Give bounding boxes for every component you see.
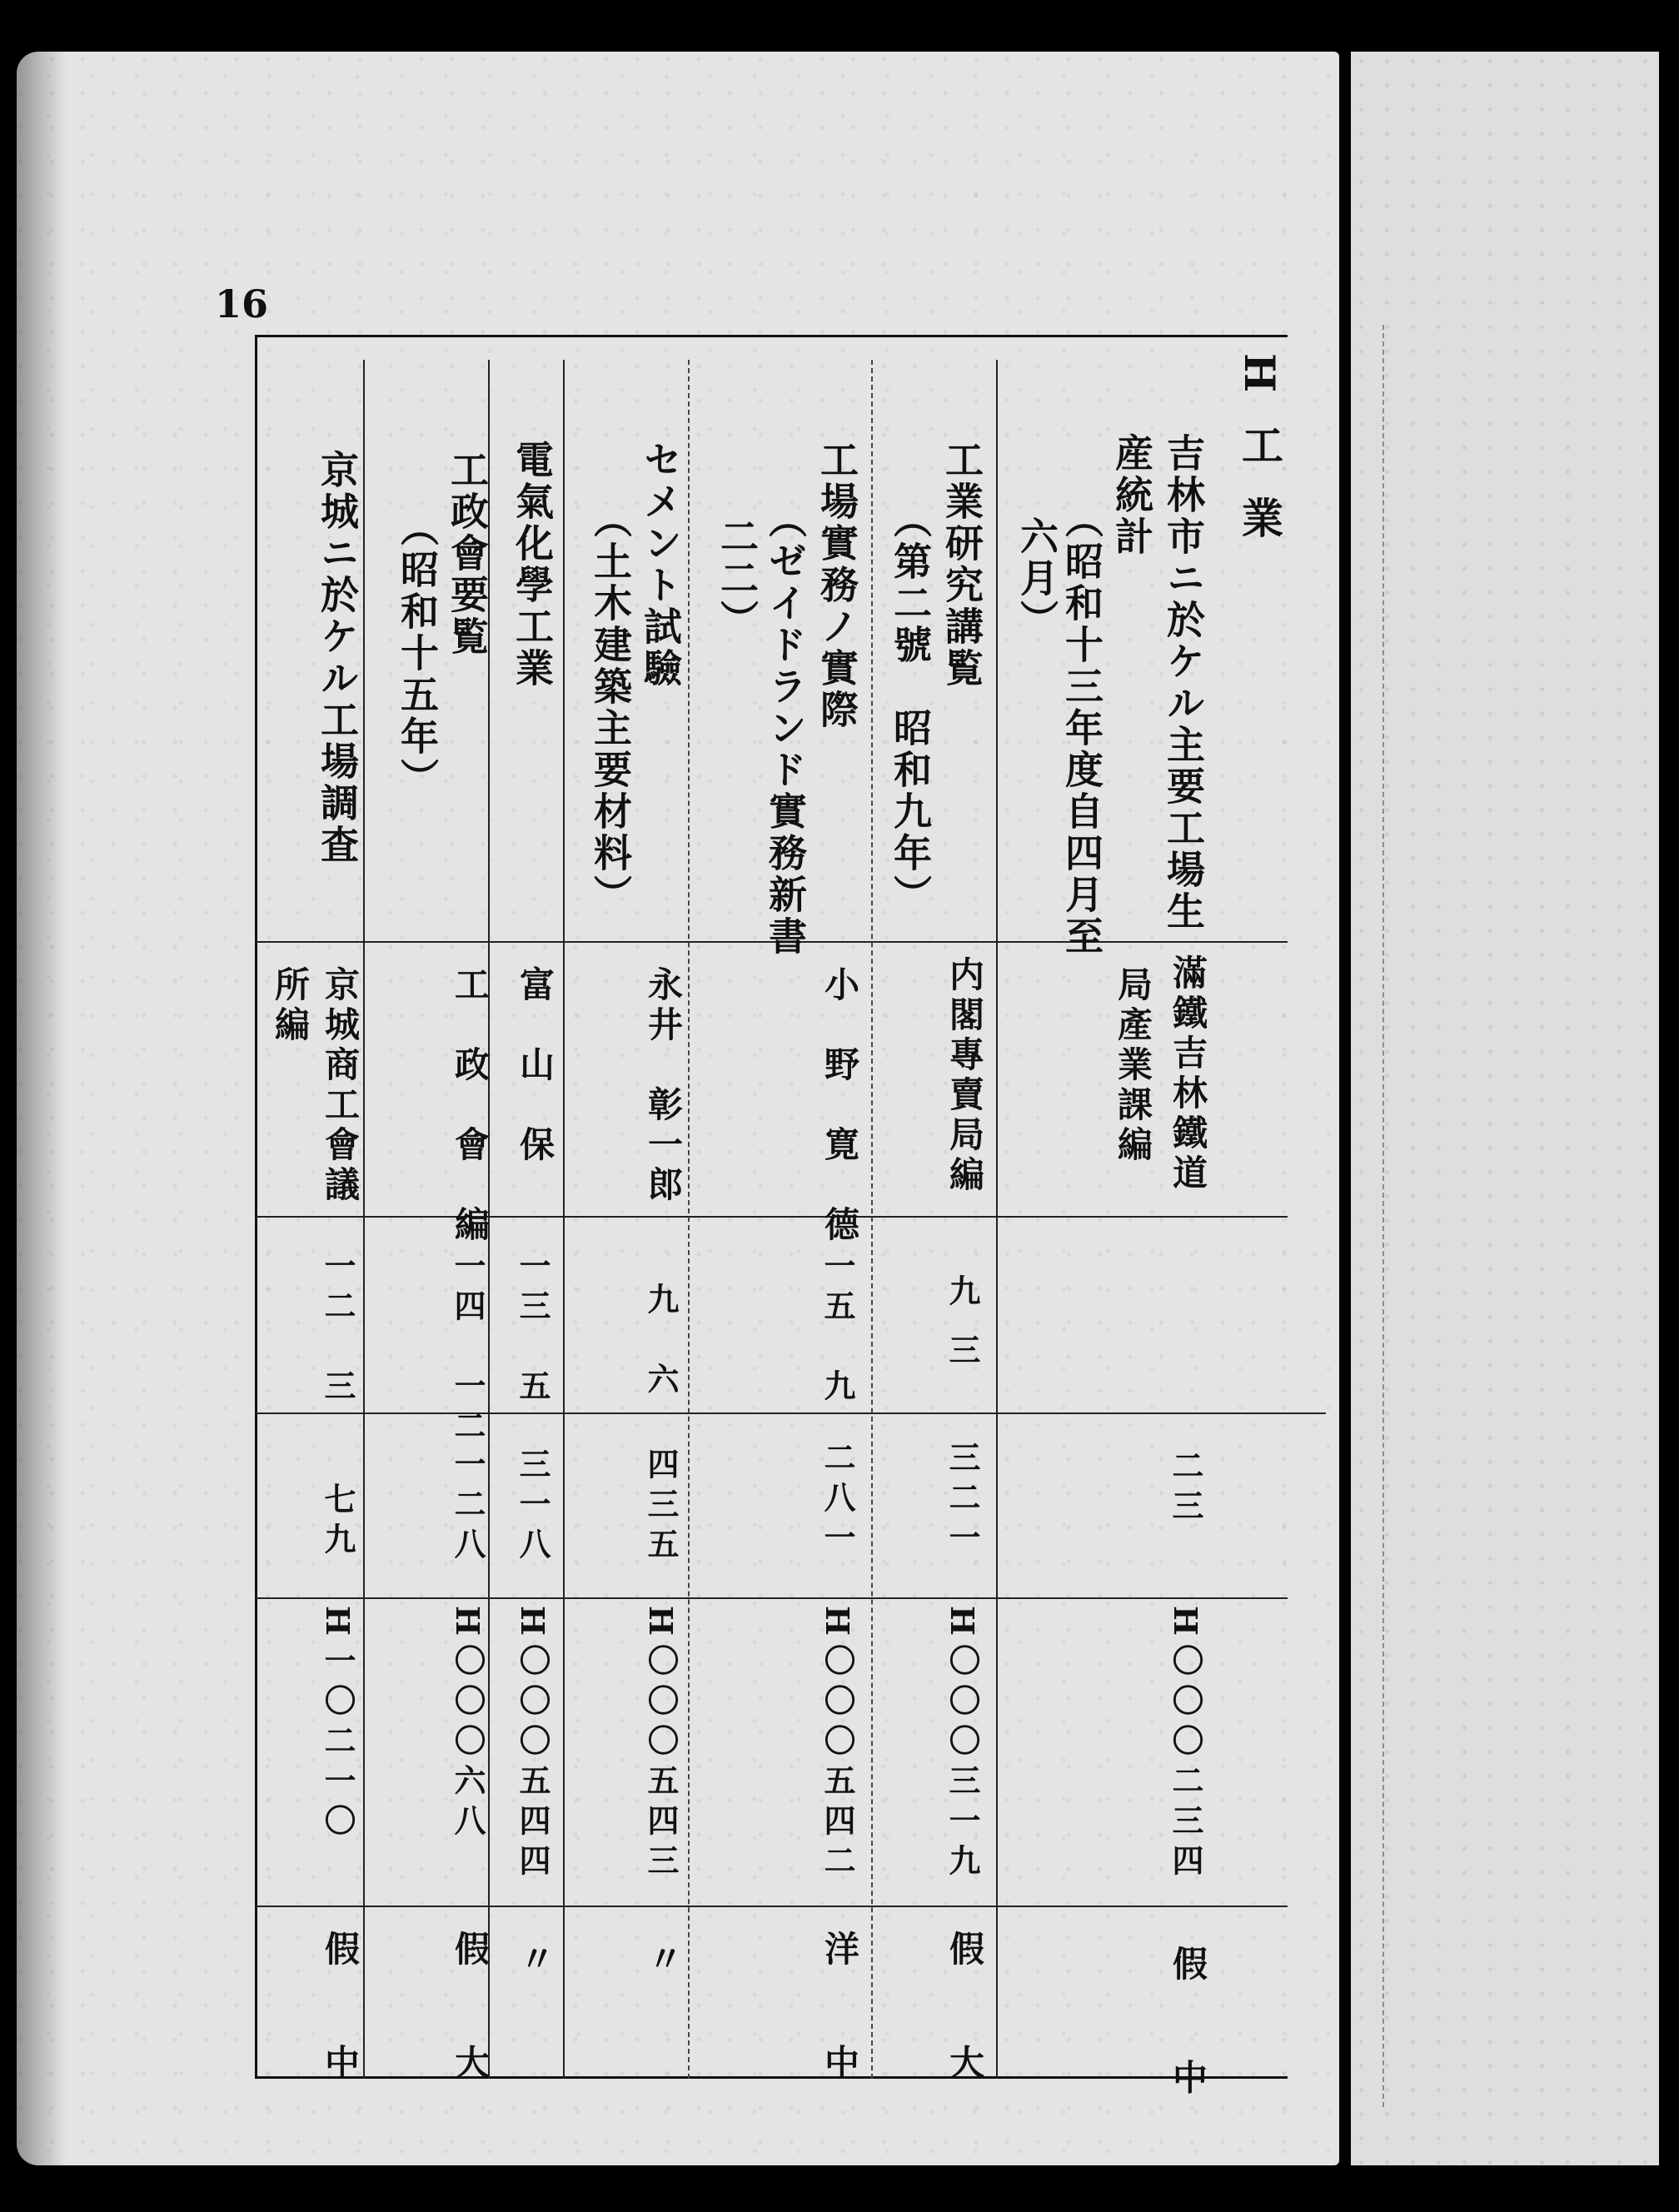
divider-price-note xyxy=(255,1906,1288,1907)
year: 九 六 xyxy=(642,1283,680,1402)
page-count: 二八一 xyxy=(819,1441,856,1561)
book-title-line: 電氣化學工業 xyxy=(510,440,555,690)
binding-size: 〃 xyxy=(643,1940,684,2009)
catalog-number: H一〇二一〇 xyxy=(319,1606,356,1844)
binding-size: 假 大 xyxy=(450,1931,491,2113)
book-title-line: 二二） xyxy=(715,516,760,641)
book-title-line: セメント試驗 xyxy=(638,440,683,690)
year: 九 三 xyxy=(944,1274,981,1374)
book-title-line: （土木建築主要材料） xyxy=(588,500,633,916)
book-title-line: 吉林市ニ於ケル主要工場生 xyxy=(1161,433,1206,933)
row-separator xyxy=(688,360,690,2079)
row-separator xyxy=(563,360,565,2079)
year: 一二 三 xyxy=(319,1249,356,1409)
book-title-line: 産統計 xyxy=(1109,433,1154,558)
page-edge-shadow xyxy=(17,52,67,2165)
author: 小 野 寛 德 xyxy=(820,966,860,1246)
author: 工 政 會 編 xyxy=(450,966,491,1246)
page-count: 三一八 xyxy=(514,1447,551,1567)
page-count: 四三五 xyxy=(642,1447,680,1567)
binding-size: 假 中 xyxy=(1168,1945,1208,2128)
binding-size: 洋 中 xyxy=(820,1931,860,2113)
catalog-number: H〇〇〇六八 xyxy=(449,1606,486,1844)
author: 京城商工會議 xyxy=(320,966,361,1206)
binding-size: 假 大 xyxy=(944,1931,985,2113)
page-count: 一二八 xyxy=(449,1447,486,1567)
adjacent-page-strip xyxy=(1351,52,1659,2165)
book-title-line: 工業研究講覧 xyxy=(939,440,984,690)
book-title-line: 工政會要覧 xyxy=(445,450,490,658)
binding-size: 〃 xyxy=(515,1940,556,2009)
catalog-number: H〇〇〇二三四 xyxy=(1167,1606,1204,1884)
row-separator xyxy=(996,360,998,2079)
author: 富 山 保 xyxy=(515,966,556,1166)
author: 滿鐵吉林鐵道 xyxy=(1168,954,1208,1194)
page-number: 16 xyxy=(215,281,269,326)
author: 局產業課編 xyxy=(1113,966,1153,1166)
divider-pages-price xyxy=(255,1597,1288,1599)
catalog-number: H〇〇〇五四三 xyxy=(642,1606,680,1884)
catalog-number: H〇〇〇五四二 xyxy=(819,1606,856,1884)
book-title-line: 工場實務ノ實際 xyxy=(815,440,859,731)
page-count: 二三 xyxy=(1167,1449,1204,1529)
book-title-line: 京城ニ於ケル工場調査 xyxy=(315,450,360,866)
catalog-number: H〇〇〇三一九 xyxy=(944,1606,981,1884)
adjacent-page-rule xyxy=(1383,325,1384,2107)
catalog-number: H〇〇〇五四四 xyxy=(514,1606,551,1884)
page-count: 三二一 xyxy=(944,1441,981,1561)
binding-size: 假 中 xyxy=(320,1931,361,2113)
author: 所編 xyxy=(270,966,311,1046)
book-title-line: （昭和十三年度自四月至 xyxy=(1059,500,1104,958)
author: 内閣專賣局編 xyxy=(944,956,985,1196)
book-title-line: 六月） xyxy=(1014,516,1059,641)
book-title-line: （昭和十五年） xyxy=(395,508,440,800)
year: 一三 五 xyxy=(514,1249,551,1409)
year: 一四 一二 xyxy=(449,1249,486,1449)
author: 永井 彰一郎 xyxy=(643,966,684,1206)
divider-year-pages xyxy=(255,1412,1326,1414)
book-title-line: （第二號 昭和九年） xyxy=(888,500,933,916)
book-title-line: （ゼイドランド實務新書 xyxy=(763,500,808,958)
row-separator xyxy=(871,360,873,2079)
section-title: H 工 業 xyxy=(1235,353,1284,547)
divider-author-year xyxy=(255,1216,1288,1218)
page-count: 七九 xyxy=(319,1482,356,1562)
year: 一五 九 xyxy=(819,1249,856,1409)
